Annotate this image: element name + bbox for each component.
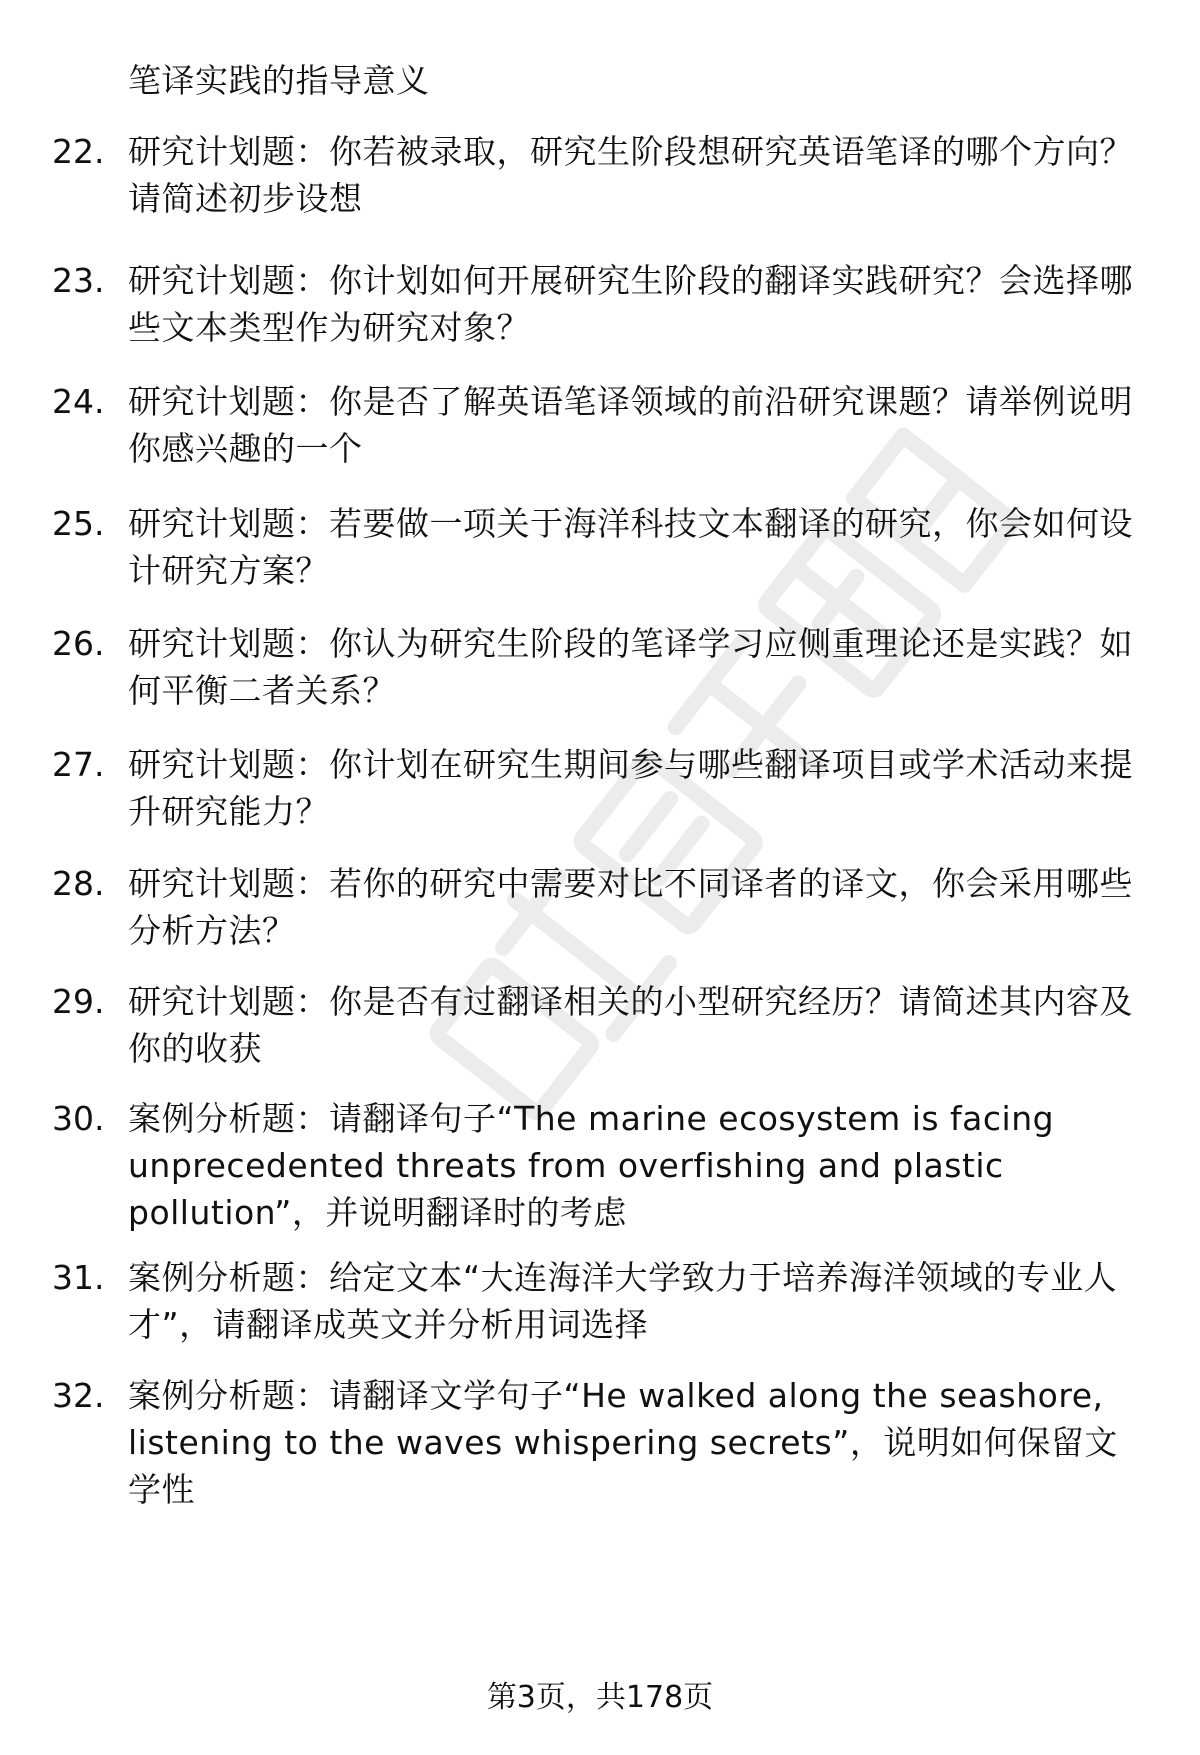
continuation-line: 笔译实践的指导意义	[128, 61, 430, 100]
question-number: 28.	[52, 864, 105, 903]
question-text: 研究计划题：你若被录取，研究生阶段想研究英语笔译的哪个方向？请简述初步设想	[128, 132, 1133, 218]
question-text: 研究计划题：你是否了解英语笔译领域的前沿研究课题？请举例说明你感兴趣的一个	[128, 382, 1133, 468]
question-text: 案例分析题：请翻译句子“The marine ecosystem is facing unprecedented threats from overfishing and plastic pollution”，并说明翻译时的考虑	[128, 1099, 1055, 1232]
question-text: 研究计划题：若你的研究中需要对比不同译者的译文，你会采用哪些分析方法？	[128, 864, 1133, 950]
question-text: 案例分析题：给定文本“大连海洋大学致力于培养海洋领域的专业人才”，请翻译成英文并分析用词选择	[128, 1258, 1118, 1344]
question-number: 27.	[52, 745, 105, 784]
question-number: 26.	[52, 624, 105, 663]
question-text: 研究计划题：你认为研究生阶段的笔译学习应侧重理论还是实践？如何平衡二者关系？	[128, 624, 1133, 710]
question-number: 29.	[52, 982, 105, 1021]
question-text: 研究计划题：若要做一项关于海洋科技文本翻译的研究，你会如何设计研究方案？	[128, 504, 1133, 590]
question-text: 案例分析题：请翻译文学句子“He walked along the seashore, listening to the waves whispering secrets”，说明如何保留文学性	[128, 1376, 1118, 1509]
page-footer: 第3页，共178页	[486, 1680, 714, 1715]
question-number: 25.	[52, 504, 105, 543]
question-number: 22.	[52, 132, 105, 171]
question-number: 24.	[52, 382, 105, 421]
question-number: 32.	[52, 1376, 105, 1415]
question-text: 研究计划题：你是否有过翻译相关的小型研究经历？请简述其内容及你的收获	[128, 982, 1133, 1068]
question-number: 23.	[52, 261, 105, 300]
question-text: 研究计划题：你计划如何开展研究生阶段的翻译实践研究？会选择哪些文本类型作为研究对象？	[128, 261, 1133, 347]
question-number: 30.	[52, 1099, 105, 1138]
question-text: 研究计划题：你计划在研究生期间参与哪些翻译项目或学术活动来提升研究能力？	[128, 745, 1133, 831]
question-number: 31.	[52, 1258, 105, 1297]
